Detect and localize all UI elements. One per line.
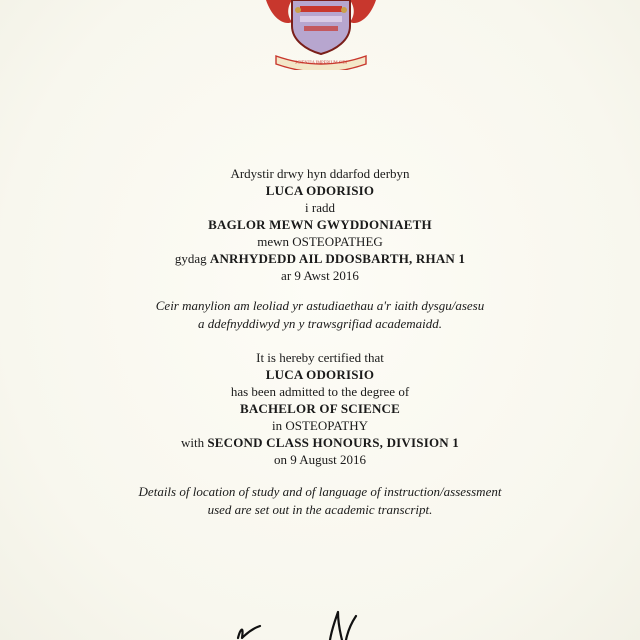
welsh-note-line1: Ceir manylion am leoliad yr astudiaethau a'r iaith dysgu/asesu xyxy=(155,298,485,313)
english-graduate-name: LUCA ODORISIO xyxy=(265,367,375,382)
welsh-note-line2: a ddefnyddiwyd yn y trawsgrifiad academaidd. xyxy=(197,316,443,331)
welsh-honours-prefix: gydag xyxy=(174,251,210,266)
crest-motto: SCIENTIA IMPERIUM SIBI xyxy=(294,59,348,65)
english-honours: SECOND CLASS HONOURS, DIVISION 1 xyxy=(207,435,460,450)
english-note-line2: used are set out in the academic transcript. xyxy=(207,502,433,517)
signature-icon xyxy=(220,608,400,640)
welsh-degree-title: BAGLOR MEWN GWYDDONIAETH xyxy=(208,217,432,232)
welsh-to-degree: i radd xyxy=(305,200,335,215)
english-intro: It is hereby certified that xyxy=(256,350,384,365)
welsh-graduate-name: LUCA ODORISIO xyxy=(265,183,375,198)
welsh-intro: Ardystir drwy hyn ddarfod derbyn xyxy=(230,166,410,181)
english-admitted: has been admitted to the degree of xyxy=(230,384,410,399)
welsh-subject: mewn OSTEOPATHEG xyxy=(257,234,383,249)
english-subject: in OSTEOPATHY xyxy=(272,418,368,433)
university-crest-icon xyxy=(262,0,380,70)
welsh-honours: ANRHYDEDD AIL DDOSBARTH, RHAN 1 xyxy=(209,251,466,266)
english-honours-prefix: with xyxy=(180,435,208,450)
english-degree-title: BACHELOR OF SCIENCE xyxy=(239,401,401,416)
welsh-honours-line xyxy=(0,251,640,267)
english-honours-line xyxy=(0,435,640,451)
english-date: on 9 August 2016 xyxy=(273,452,367,467)
welsh-date: ar 9 Awst 2016 xyxy=(281,268,359,283)
english-note-line1: Details of location of study and of language of instruction/assessment xyxy=(138,484,502,499)
